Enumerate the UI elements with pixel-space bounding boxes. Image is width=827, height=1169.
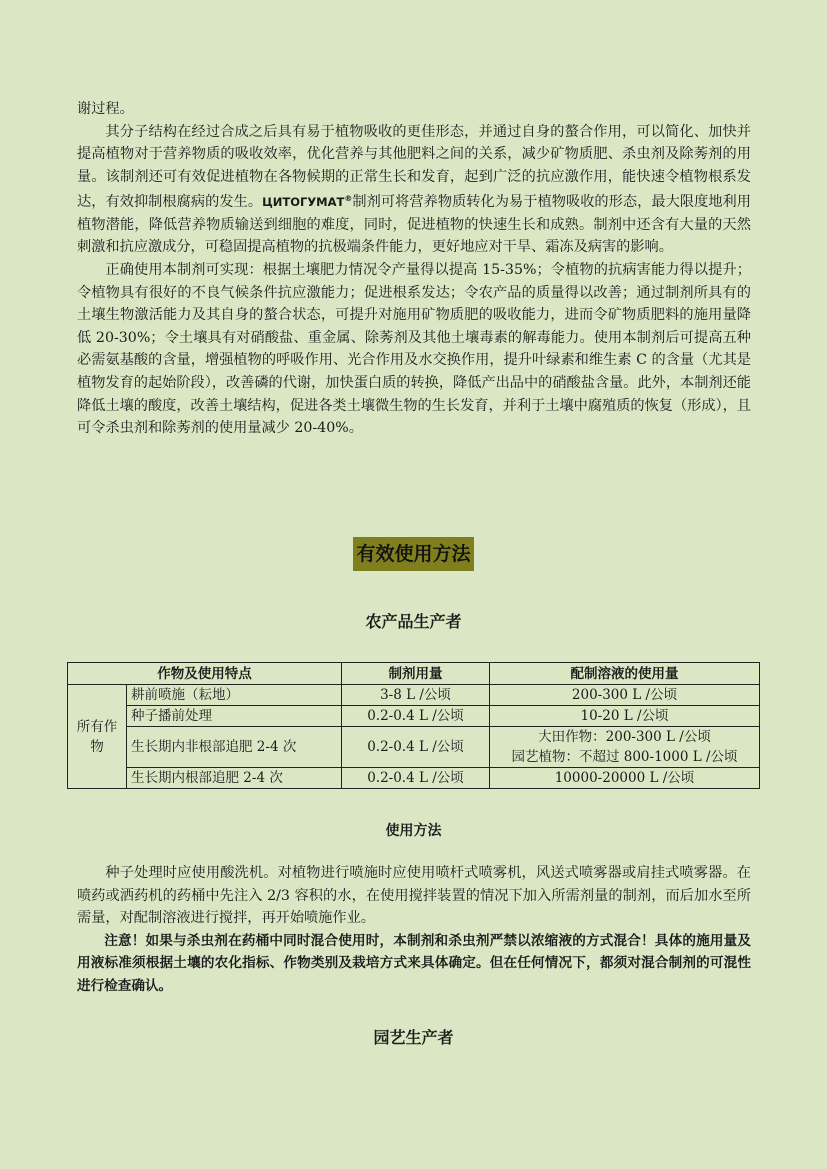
section-title bbox=[0, 537, 827, 571]
intro-paragraph-1: 谢过程。 bbox=[77, 101, 134, 117]
header-crop: 作物及使用特点 bbox=[68, 663, 342, 685]
usage-table bbox=[67, 662, 760, 789]
solution-cell bbox=[490, 727, 760, 768]
crop-group-cell: 所有作物 bbox=[68, 685, 127, 789]
feature-cell: 种子播前处理 bbox=[127, 706, 342, 727]
table-row bbox=[68, 768, 760, 789]
dose-cell: 3-8 L /公顷 bbox=[342, 685, 490, 706]
brand-name bbox=[262, 195, 352, 209]
farm-producers-title: 农产品生产者 bbox=[365, 612, 462, 631]
garden-producers-title: 园艺生产者 bbox=[373, 1028, 454, 1047]
feature-cell: 生长期内根部追肥 2-4 次 bbox=[127, 768, 342, 789]
feature-cell: 生长期内非根部追肥 2-4 次 bbox=[127, 727, 342, 768]
table-row bbox=[68, 685, 760, 706]
intro-paragraph-2-rest: 制剂可将营养物质转化为易于植物吸收的形态，最大限度地利用植物潜能，降低营养物质输送到细胞的难度，同时，促进植物的快速生长和成熟。制剂中还含有大量的天然刺激和抗应激成分，可稳固提高植物的抗极端条件能力，更好地应对干旱、霜冻及病害的影响。 bbox=[77, 194, 751, 256]
header-dose: 制剂用量 bbox=[342, 663, 490, 685]
solution-cell: 200-300 L /公顷 bbox=[490, 685, 760, 706]
intro-paragraph-3: 正确使用本制剂可实现：根据土壤肥力情况令产量得以提高 15-35%；令植物的抗病害能力得以提升；令植物具有很好的不良气候条件抗应激能力；促进根系发达；令农产品的质量得以改善；通过制剂所具有的土壤生物激活能力及其自身的螯合状态，可提升对施用矿物质肥的吸收能力，进而令矿物质肥料的施用量降低 20-30%；令土壤具有对硝酸盐、重金属、除莠剂及其他土壤毒素的解毒能力。使用本制剂后可提高五种必需氨基酸的含量，增强植物的呼吸作用、光合作用及水交换作用，提升叶绿素和维生素 C 的含量（尤其是植物发育的起始阶段），改善磷的代谢，加快蛋白质的转换，降低产出品中的硝酸盐含量。此外，本制剂还能降低土壤的酸度，改善土壤结构，促进各类土壤微生物的生长发育，并利于土壤中腐殖质的恢复（形成），且可令杀虫剂和除莠剂的使用量减少 20-40%。 bbox=[77, 261, 751, 437]
registered-mark: ® bbox=[344, 194, 353, 204]
brand-text: ЦИТОГУМАТ bbox=[262, 195, 345, 210]
solution-cell: 10000-20000 L /公顷 bbox=[490, 768, 760, 789]
table-row bbox=[68, 706, 760, 727]
method-paragraph: 种子处理时应使用酸洗机。对植物进行喷施时应使用喷杆式喷雾机，风送式喷雾器或肩挂式喷雾器。在喷药或洒药机的药桶中先注入 2/3 容积的水，在使用搅拌装置的情况下加入所需剂量的制剂，而后加水至所需量，对配制溶液进行搅拌，再开始喷施作业。 bbox=[77, 865, 751, 927]
table-row bbox=[68, 727, 760, 768]
intro-paragraph-2-start: 其分子结构在经过合成之后具有易于植物吸收的更佳形态，并通过自身的螯合作用，可以简化、加快并提高植物对于营养物质的吸收效率，优化营养与其他肥料之间的关系，减少矿物质肥、杀虫剂及除莠剂的用量。该制剂还可有效促进植物在各物候期的正常生长和发育，起到广泛的抗应激作用，能快速令植物根系发达，有效抑制根腐病的发生。 bbox=[77, 123, 751, 211]
section-title-text: 有效使用方法 bbox=[353, 537, 473, 571]
feature-cell: 耕前喷施（耘地） bbox=[127, 685, 342, 706]
dose-cell: 0.2-0.4 L /公顷 bbox=[342, 706, 490, 727]
dose-cell: 0.2-0.4 L /公顷 bbox=[342, 768, 490, 789]
method-text bbox=[77, 862, 751, 998]
solution-cell: 10-20 L /公顷 bbox=[490, 706, 760, 727]
table-header-row bbox=[68, 663, 760, 685]
header-solution: 配制溶液的使用量 bbox=[490, 663, 760, 685]
solution-garden-plants: 园艺植物：不超过 800-1000 L /公顷 bbox=[511, 749, 738, 765]
solution-field-crops: 大田作物：200-300 L /公顷 bbox=[538, 729, 711, 745]
intro-paragraph-2 bbox=[77, 121, 751, 259]
method-title: 使用方法 bbox=[385, 823, 442, 839]
intro-text bbox=[77, 98, 751, 440]
dose-cell: 0.2-0.4 L /公顷 bbox=[342, 727, 490, 768]
warning-paragraph: 注意！如果与杀虫剂在药桶中同时混合使用时，本制剂和杀虫剂严禁以浓缩液的方式混合！具体的施用量及用液标准须根据土壤的农化指标、作物类别及栽培方式来具体确定。但在任何情况下，都须对混合制剂的可混性进行检查确认。 bbox=[77, 932, 751, 994]
